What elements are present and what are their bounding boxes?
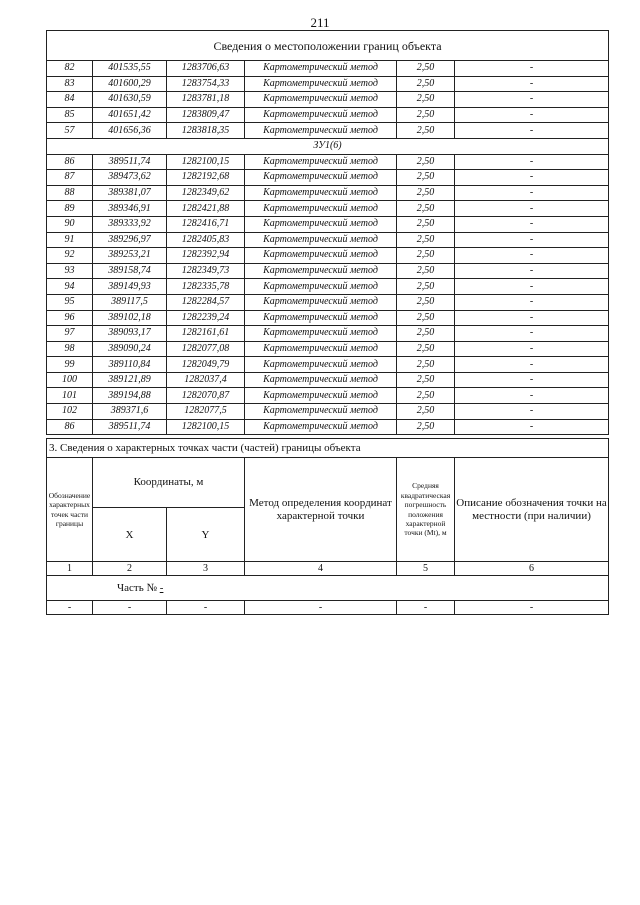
col-number: 5 xyxy=(397,562,455,576)
description-cell: - xyxy=(455,404,609,420)
point-number-cell: 85 xyxy=(47,107,93,123)
description-cell: - xyxy=(455,357,609,373)
table-row xyxy=(47,357,609,373)
description-cell: - xyxy=(455,154,609,170)
col-number: 3 xyxy=(167,562,245,576)
part-value: - xyxy=(159,582,164,594)
accuracy-cell: 2,50 xyxy=(397,248,455,264)
table-row xyxy=(47,263,609,279)
y-coord-cell: 1283706,63 xyxy=(167,61,245,77)
empty-cell: - xyxy=(245,601,397,615)
col-number: 1 xyxy=(47,562,93,576)
y-coord-cell: 1282161,61 xyxy=(167,326,245,342)
y-coord-cell: 1283754,33 xyxy=(167,76,245,92)
accuracy-cell: 2,50 xyxy=(397,232,455,248)
header-y: Y xyxy=(167,508,245,562)
x-coord-cell: 389511,74 xyxy=(93,154,167,170)
point-number-cell: 83 xyxy=(47,76,93,92)
table-row xyxy=(47,310,609,326)
header-accuracy: Средняя квадратическая погрешность положения характерной точки (Mt), м xyxy=(397,458,455,562)
method-cell: Картометрический метод xyxy=(245,294,397,310)
accuracy-cell: 2,50 xyxy=(397,326,455,342)
point-number-cell: 88 xyxy=(47,185,93,201)
method-cell: Картометрический метод xyxy=(245,216,397,232)
table-row xyxy=(47,294,609,310)
method-cell: Картометрический метод xyxy=(245,61,397,77)
table-row xyxy=(47,185,609,201)
description-cell: - xyxy=(455,76,609,92)
x-coord-cell: 389333,92 xyxy=(93,216,167,232)
method-cell: Картометрический метод xyxy=(245,341,397,357)
description-cell: - xyxy=(455,263,609,279)
accuracy-cell: 2,50 xyxy=(397,372,455,388)
method-cell: Картометрический метод xyxy=(245,107,397,123)
x-coord-cell: 389296,97 xyxy=(93,232,167,248)
method-cell: Картометрический метод xyxy=(245,404,397,420)
description-cell: - xyxy=(455,419,609,435)
point-number-cell: 84 xyxy=(47,92,93,108)
header-description: Описание обозначения точки на местности (при наличии) xyxy=(455,458,609,562)
table-row xyxy=(47,61,609,77)
method-cell: Картометрический метод xyxy=(245,263,397,279)
x-coord-cell: 389346,91 xyxy=(93,201,167,217)
description-cell: - xyxy=(455,107,609,123)
table-row xyxy=(47,388,609,404)
point-number-cell: 57 xyxy=(47,123,93,139)
x-coord-cell: 389371,6 xyxy=(93,404,167,420)
method-cell: Картометрический метод xyxy=(245,154,397,170)
method-cell: Картометрический метод xyxy=(245,326,397,342)
y-coord-cell: 1282421,88 xyxy=(167,201,245,217)
point-number-cell: 98 xyxy=(47,341,93,357)
description-cell: - xyxy=(455,341,609,357)
table-row xyxy=(47,248,609,264)
accuracy-cell: 2,50 xyxy=(397,404,455,420)
method-cell: Картометрический метод xyxy=(245,419,397,435)
point-number-cell: 94 xyxy=(47,279,93,295)
y-coord-cell: 1283818,35 xyxy=(167,123,245,139)
y-coord-cell: 1282392,94 xyxy=(167,248,245,264)
table-row xyxy=(47,92,609,108)
description-cell: - xyxy=(455,170,609,186)
y-coord-cell: 1282349,62 xyxy=(167,185,245,201)
method-cell: Картометрический метод xyxy=(245,185,397,201)
accuracy-cell: 2,50 xyxy=(397,76,455,92)
y-coord-cell: 1282070,87 xyxy=(167,388,245,404)
boundary-table xyxy=(46,30,609,435)
header-x: X xyxy=(93,508,167,562)
y-coord-cell: 1282405,83 xyxy=(167,232,245,248)
accuracy-cell: 2,50 xyxy=(397,170,455,186)
method-cell: Картометрический метод xyxy=(245,76,397,92)
x-coord-cell: 401656,36 xyxy=(93,123,167,139)
point-number-cell: 102 xyxy=(47,404,93,420)
section-title: 3. Сведения о характерных точках части (частей) границы объекта xyxy=(47,439,609,458)
col-number: 2 xyxy=(93,562,167,576)
y-coord-cell: 1283781,18 xyxy=(167,92,245,108)
table-row xyxy=(47,326,609,342)
description-cell: - xyxy=(455,216,609,232)
point-number-cell: 86 xyxy=(47,419,93,435)
table-row xyxy=(47,216,609,232)
point-number-cell: 97 xyxy=(47,326,93,342)
method-cell: Картометрический метод xyxy=(245,123,397,139)
x-coord-cell: 401535,55 xyxy=(93,61,167,77)
point-number-cell: 95 xyxy=(47,294,93,310)
accuracy-cell: 2,50 xyxy=(397,419,455,435)
description-cell: - xyxy=(455,279,609,295)
accuracy-cell: 2,50 xyxy=(397,185,455,201)
x-coord-cell: 401630,59 xyxy=(93,92,167,108)
x-coord-cell: 389102,18 xyxy=(93,310,167,326)
empty-cell: - xyxy=(93,601,167,615)
table-row xyxy=(47,76,609,92)
accuracy-cell: 2,50 xyxy=(397,279,455,295)
part-label-row xyxy=(47,576,609,601)
accuracy-cell: 2,50 xyxy=(397,107,455,123)
description-cell: - xyxy=(455,310,609,326)
x-coord-cell: 389093,17 xyxy=(93,326,167,342)
method-cell: Картометрический метод xyxy=(245,372,397,388)
point-number-cell: 87 xyxy=(47,170,93,186)
col-number: 6 xyxy=(455,562,609,576)
x-coord-cell: 389253,21 xyxy=(93,248,167,264)
method-cell: Картометрический метод xyxy=(245,232,397,248)
x-coord-cell: 389381,07 xyxy=(93,185,167,201)
point-number-cell: 100 xyxy=(47,372,93,388)
y-coord-cell: 1282077,08 xyxy=(167,341,245,357)
description-cell: - xyxy=(455,61,609,77)
accuracy-cell: 2,50 xyxy=(397,154,455,170)
method-cell: Картометрический метод xyxy=(245,310,397,326)
accuracy-cell: 2,50 xyxy=(397,388,455,404)
empty-cell: - xyxy=(455,601,609,615)
y-coord-cell: 1282349,73 xyxy=(167,263,245,279)
accuracy-cell: 2,50 xyxy=(397,61,455,77)
description-cell: - xyxy=(455,388,609,404)
x-coord-cell: 389149,93 xyxy=(93,279,167,295)
point-number-cell: 89 xyxy=(47,201,93,217)
method-cell: Картометрический метод xyxy=(245,92,397,108)
y-coord-cell: 1283809,47 xyxy=(167,107,245,123)
description-cell: - xyxy=(455,294,609,310)
y-coord-cell: 1282037,4 xyxy=(167,372,245,388)
point-number-cell: 92 xyxy=(47,248,93,264)
point-number-cell: 101 xyxy=(47,388,93,404)
point-number-cell: 96 xyxy=(47,310,93,326)
y-coord-cell: 1282100,15 xyxy=(167,154,245,170)
x-coord-cell: 389090,24 xyxy=(93,341,167,357)
accuracy-cell: 2,50 xyxy=(397,216,455,232)
method-cell: Картометрический метод xyxy=(245,357,397,373)
description-cell: - xyxy=(455,201,609,217)
x-coord-cell: 389121,89 xyxy=(93,372,167,388)
description-cell: - xyxy=(455,185,609,201)
table-row xyxy=(47,123,609,139)
table-row xyxy=(47,201,609,217)
subheader-zu: ЗУ1(6) xyxy=(47,138,609,154)
accuracy-cell: 2,50 xyxy=(397,92,455,108)
description-cell: - xyxy=(455,372,609,388)
point-number-cell: 82 xyxy=(47,61,93,77)
table-row xyxy=(47,279,609,295)
y-coord-cell: 1282284,57 xyxy=(167,294,245,310)
accuracy-cell: 2,50 xyxy=(397,357,455,373)
description-cell: - xyxy=(455,232,609,248)
y-coord-cell: 1282239,24 xyxy=(167,310,245,326)
accuracy-cell: 2,50 xyxy=(397,123,455,139)
x-coord-cell: 389117,5 xyxy=(93,294,167,310)
description-cell: - xyxy=(455,326,609,342)
accuracy-cell: 2,50 xyxy=(397,294,455,310)
table-row xyxy=(47,419,609,435)
x-coord-cell: 401651,42 xyxy=(93,107,167,123)
x-coord-cell: 389473,62 xyxy=(93,170,167,186)
accuracy-cell: 2,50 xyxy=(397,201,455,217)
col-number: 4 xyxy=(245,562,397,576)
description-cell: - xyxy=(455,123,609,139)
part-label: Часть № xyxy=(117,582,157,594)
point-number-cell: 99 xyxy=(47,357,93,373)
y-coord-cell: 1282335,78 xyxy=(167,279,245,295)
accuracy-cell: 2,50 xyxy=(397,310,455,326)
empty-cell: - xyxy=(47,601,93,615)
x-coord-cell: 389158,74 xyxy=(93,263,167,279)
point-number-cell: 91 xyxy=(47,232,93,248)
method-cell: Картометрический метод xyxy=(245,201,397,217)
y-coord-cell: 1282192,68 xyxy=(167,170,245,186)
point-number-cell: 93 xyxy=(47,263,93,279)
y-coord-cell: 1282100,15 xyxy=(167,419,245,435)
boundary-table-title: Сведения о местоположении границ объекта xyxy=(47,31,609,61)
table-row xyxy=(47,372,609,388)
page-number: 211 xyxy=(310,15,330,30)
point-number-cell: 90 xyxy=(47,216,93,232)
accuracy-cell: 2,50 xyxy=(397,263,455,279)
point-number-cell: 86 xyxy=(47,154,93,170)
accuracy-cell: 2,50 xyxy=(397,341,455,357)
part-points-table xyxy=(46,438,609,615)
method-cell: Картометрический метод xyxy=(245,170,397,186)
y-coord-cell: 1282077,5 xyxy=(167,404,245,420)
x-coord-cell: 389110,84 xyxy=(93,357,167,373)
header-coordinates: Координаты, м xyxy=(93,458,245,508)
method-cell: Картометрический метод xyxy=(245,248,397,264)
x-coord-cell: 401600,29 xyxy=(93,76,167,92)
x-coord-cell: 389511,74 xyxy=(93,419,167,435)
table-row xyxy=(47,341,609,357)
table-row xyxy=(47,154,609,170)
description-cell: - xyxy=(455,92,609,108)
method-cell: Картометрический метод xyxy=(245,388,397,404)
table-row xyxy=(47,404,609,420)
table-row xyxy=(47,232,609,248)
empty-cell: - xyxy=(167,601,245,615)
y-coord-cell: 1282049,79 xyxy=(167,357,245,373)
table-row xyxy=(47,170,609,186)
x-coord-cell: 389194,88 xyxy=(93,388,167,404)
y-coord-cell: 1282416,71 xyxy=(167,216,245,232)
header-method: Метод определения координат характерной точки xyxy=(245,458,397,562)
header-point-designation: Обозначение характерных точек части границы xyxy=(47,458,93,562)
empty-cell: - xyxy=(397,601,455,615)
description-cell: - xyxy=(455,248,609,264)
table-row xyxy=(47,107,609,123)
method-cell: Картометрический метод xyxy=(245,279,397,295)
